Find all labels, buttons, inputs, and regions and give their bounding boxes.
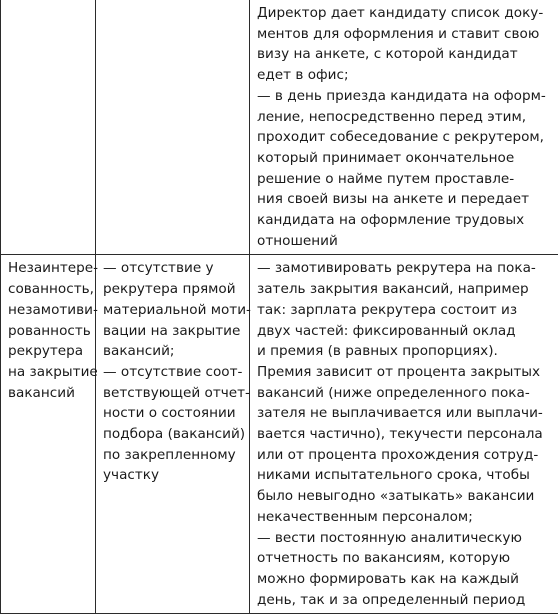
text-line: никами испытательного срока, чтобы	[257, 465, 552, 486]
solution-cell	[250, 0, 558, 255]
problem-cell	[1, 255, 96, 614]
text-line: незамотиви-	[8, 300, 89, 321]
text-line: на закрытие	[8, 362, 89, 383]
text-line: день, так и за определенный период	[257, 590, 552, 611]
text-line: отношений	[257, 231, 552, 252]
text-line: вации на закрытие	[103, 321, 243, 342]
text-line: визу на анкете, с которой кандидат	[257, 44, 552, 65]
text-line: двух частей: фиксированный оклад	[257, 321, 552, 342]
text-line: вакансий	[8, 383, 89, 404]
text-line: решение о найме путем проставле-	[257, 169, 552, 190]
problem-cell	[1, 0, 96, 255]
solution-cell	[250, 255, 558, 614]
text-line: и премия (в равных пропорциях).	[257, 341, 552, 362]
text-line: или от процента прохождения сотруд-	[257, 445, 552, 466]
text-line: — замотивировать рекрутера на пока-	[257, 258, 552, 279]
text-line: — в день приезда кандидата на оформ-	[257, 86, 552, 107]
cause-cell	[96, 0, 250, 255]
text-line: вается частично), текучести персонала	[257, 424, 552, 445]
cause-cell	[96, 255, 250, 614]
text-line: ление, непосредственно перед этим,	[257, 107, 552, 128]
text-line: вакансий;	[103, 341, 243, 362]
text-line: Директор дает кандидату список доку-	[257, 3, 552, 24]
text-line: ментов для оформления и ставит свою	[257, 24, 552, 45]
text-line: так: зарплата рекрутера состоит из	[257, 300, 552, 321]
text-line: вакансий (ниже определенного пока-	[257, 383, 552, 404]
text-line: зателя не выплачивается или выплачи-	[257, 403, 552, 424]
text-line: сованность,	[8, 279, 89, 300]
text-line: ности о состоянии	[103, 403, 243, 424]
text-line: — отсутствие соот-	[103, 362, 243, 383]
text-line: — отсутствие у	[103, 258, 243, 279]
text-line: ния своей визы на анкете и передает	[257, 189, 552, 210]
text-line: рованность	[8, 321, 89, 342]
text-line: некачественным персоналом;	[257, 507, 552, 528]
text-line: едет в офис;	[257, 65, 552, 86]
text-line: который принимает окончательное	[257, 148, 552, 169]
text-line: Премия зависит от процента закрытых	[257, 362, 552, 383]
text-line: рекрутера прямой	[103, 279, 243, 300]
text-line: затель закрытия вакансий, например	[257, 279, 552, 300]
text-line: — вести постоянную аналитическую	[257, 528, 552, 549]
text-line: отчетность по вакансиям, которую	[257, 548, 552, 569]
text-line: проходит собеседование с рекрутером,	[257, 127, 552, 148]
text-line: участку	[103, 465, 243, 486]
table-row	[1, 0, 558, 255]
text-line: можно формировать как на каждый	[257, 569, 552, 590]
text-line: кандидата на оформление трудовых	[257, 210, 552, 231]
text-line: Незаинтере-	[8, 258, 89, 279]
table-row	[1, 255, 558, 614]
text-line: материальной моти-	[103, 300, 243, 321]
text-line: было невыгодно «затыкать» вакансии	[257, 486, 552, 507]
text-line: подбора (вакансий)	[103, 424, 243, 445]
text-line: по закрепленному	[103, 445, 243, 466]
text-line: рекрутера	[8, 341, 89, 362]
text-line: ветствующей отчет-	[103, 383, 243, 404]
